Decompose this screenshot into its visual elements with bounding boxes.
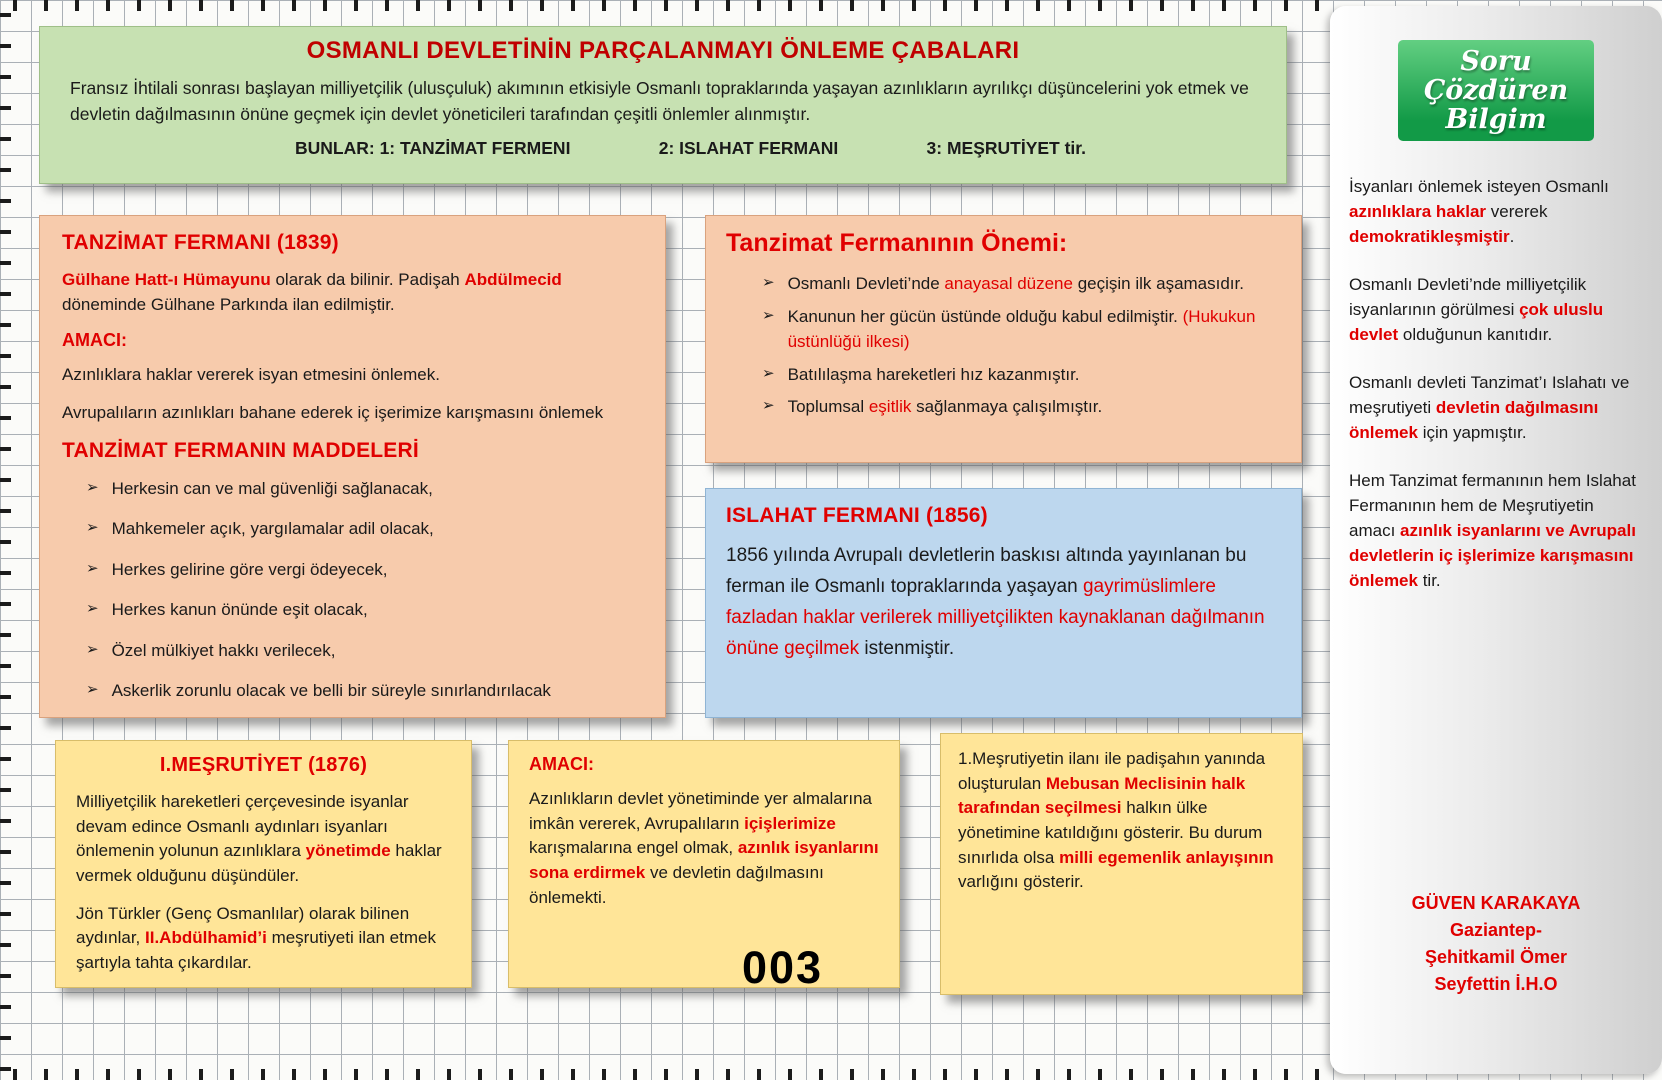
tanzimat-maddeler-title: TANZİMAT FERMANIN MADDELERİ xyxy=(62,438,419,462)
page-number: 003 xyxy=(742,942,824,993)
grid-ticks-left xyxy=(0,0,11,1080)
arrow-bullet-icon: ➢ xyxy=(762,397,775,414)
islahat-panel xyxy=(705,488,1302,718)
list-item xyxy=(86,557,643,583)
list-item xyxy=(86,516,643,542)
arrow-bullet-icon: ➢ xyxy=(86,640,99,658)
list-item-text: Mahkemeler açık, yargılamalar adil olacak, xyxy=(111,519,434,539)
list-item-text: Kanunun her gücün üstünde olduğu kabul edilmiştir. (Hukukun üstünlüğü ilkesi) xyxy=(787,306,1256,351)
arrow-bullet-icon: ➢ xyxy=(86,559,99,577)
amac-panel xyxy=(508,740,900,988)
tanzimat-amaci-p1: Azınlıklara haklar vererek isyan etmesini önlemek. xyxy=(62,365,440,385)
tanzimat-amaci-p2: Avrupalıların azınlıkları bahane ederek iç işerimize karışmasını önlemek xyxy=(62,402,604,422)
mebusan-body: 1.Meşrutiyetin ilanı ile padişahın yanında oluşturulan Mebusan Meclisinin halk tarafından seçilmesi halkın ülke yönetimine katıldığını gösterir. Bu durum sınırlıda olsa milli egemenlik anlayışının varlığını gösterir. xyxy=(958,749,1274,892)
list-item-text: Askerlik zorunlu olacak ve belli bir süreyle sınırlandırılacak xyxy=(111,681,551,701)
sidebar-note-2: Osmanlı Devleti’nde milliyetçilik isyanlarının görülmesi çok uluslu devlet olduğunun kanıtıdır. xyxy=(1349,275,1604,345)
arrow-bullet-icon: ➢ xyxy=(762,306,775,324)
mesrutiyet-p1: Milliyetçilik hareketleri çerçevesinde isyanlar devam edince Osmanlı aydınları isyanları önlemenin yolunun azınlıklara yönetimde haklar vermek olduğunu düşündüler. xyxy=(76,792,442,885)
header-intro-text: Fransız İhtilali sonrası başlayan milliyetçilik (ulusçuluk) akımının etkisiyle Osmanlı topraklarında yaşayan azınlıkların ayrılıkçı düşüncelerini yok etmek ve devletin dağılmasının önüne geçmek için devlet yöneticileri tarafından çeşitli önlemler alınmıştır. xyxy=(70,78,1249,125)
list-item-text: Batılılaşma hareketleri hız kazanmıştır. xyxy=(787,364,1080,384)
mesrutiyet-p2: Jön Türkler (Genç Osmanlılar) olarak bilinen aydınlar, II.Abdülhamid’i meşrutiyeti ilan etmek şartıyla tahta çıkardılar. xyxy=(76,903,436,972)
list-item xyxy=(86,678,643,704)
author-credit xyxy=(1349,890,1643,998)
arrow-bullet-icon: ➢ xyxy=(86,478,99,496)
tanzimat-intro: Gülhane Hatt-ı Hümayunu olarak da bilinir. Padişah Abdülmecid döneminde Gülhane Parkında ilan edilmiştir. xyxy=(62,270,562,314)
list-item xyxy=(86,597,643,623)
header-item-mesrutiyet: 3: MEŞRUTİYET tir. xyxy=(926,137,1086,158)
amac-body: Azınlıkların devlet yönetiminde yer almalarına imkân vererek, Avrupalıların içişlerimize karışmalarına engel olmak, azınlık isyanlarını sona erdirmek ve devletin dağılmasını önlemekti. xyxy=(529,789,879,907)
list-item xyxy=(762,304,1281,355)
mesrutiyet-title: I.MEŞRUTİYET (1876) xyxy=(159,754,368,776)
sidebar xyxy=(1330,6,1662,1074)
list-item-text: Herkesin can ve mal güvenliği sağlanacak, xyxy=(111,478,433,498)
arrow-bullet-icon: ➢ xyxy=(762,364,775,382)
amac-title: AMACI: xyxy=(529,754,594,774)
list-item-text: Toplumsal eşitlik sağlanmaya çalışılmıştır. xyxy=(787,397,1103,416)
author-city: Gaziantep- xyxy=(1449,920,1542,940)
sidebar-note-1: İsyanları önlemek isteyen Osmanlı azınlıklara haklar vererek demokratikleşmiştir. xyxy=(1349,177,1609,247)
arrow-bullet-icon: ➢ xyxy=(762,274,775,291)
tanzimat-panel xyxy=(39,215,666,718)
list-item xyxy=(762,362,1281,388)
tanzimat-onemi-title: Tanzimat Fermanının Önemi: xyxy=(726,229,1068,257)
list-item xyxy=(762,394,1281,420)
header-item-islahat: 2: ISLAHAT FERMANI xyxy=(658,137,839,158)
list-item xyxy=(762,271,1281,297)
author-school-line-1: Şehitkamil Ömer xyxy=(1424,947,1568,967)
logo-line-2: Bilgim xyxy=(1445,104,1547,136)
tanzimat-onemi-panel xyxy=(705,215,1302,463)
islahat-title: ISLAHAT FERMANI (1856) xyxy=(726,504,988,527)
list-item-text: Herkes gelirine göre vergi ödeyecek, xyxy=(111,559,388,579)
author-name: GÜVEN KARAKAYA xyxy=(1411,893,1581,913)
list-item-text: Herkes kanun önünde eşit olacak, xyxy=(111,600,368,620)
header-item-tanzimat: BUNLAR: 1: TANZİMAT FERMENI xyxy=(295,137,571,158)
list-item-text: Özel mülkiyet hakkı verilecek, xyxy=(111,640,336,660)
arrow-bullet-icon: ➢ xyxy=(86,519,99,537)
sidebar-note-4: Hem Tanzimat fermanının hem Islahat Fermanının hem de Meşrutiyetin amacı azınlık isyanlarını ve Avrupalı devletlerin iç işlerimize karışmasını önlemek tir. xyxy=(1349,471,1636,591)
page-title: OSMANLI DEVLETİNİN PARÇALANMAYI ÖNLEME ÇABALARI xyxy=(306,37,1020,64)
header-panel xyxy=(39,26,1287,184)
list-item xyxy=(86,638,643,664)
list-item xyxy=(86,476,643,502)
tanzimat-maddeler-list xyxy=(62,476,643,704)
mesrutiyet-panel xyxy=(55,740,472,988)
mebusan-panel xyxy=(940,733,1303,995)
list-item-text: Osmanlı Devleti’nde anayasal düzene geçişin ilk aşamasıdır. xyxy=(787,274,1244,293)
author-school-line-2: Seyfettin İ.H.O xyxy=(1434,974,1558,994)
sidebar-note-3: Osmanlı devleti Tanzimat’ı Islahatı ve meşrutiyeti devletin dağılmasını önlemek için yapmıştır. xyxy=(1349,373,1630,443)
header-items-row xyxy=(70,128,1256,159)
tanzimat-amaci-label: AMACI: xyxy=(62,330,127,351)
logo-line-1: Soru Çözdüren xyxy=(1423,46,1569,107)
grid-ticks-bottom xyxy=(0,1069,1330,1080)
arrow-bullet-icon: ➢ xyxy=(86,681,99,699)
arrow-bullet-icon: ➢ xyxy=(86,600,99,618)
soru-cozduren-bilgim-logo xyxy=(1398,40,1594,141)
islahat-body: 1856 yılında Avrupalı devletlerin baskısı altında yayınlanan bu ferman ile Osmanlı topraklarında yaşayan gayrimüslimlere fazladan haklar verilerek milliyetçilikten kaynaklanan dağılmanın önüne geçilmek istenmiştir. xyxy=(726,545,1265,659)
tanzimat-onemi-list xyxy=(726,271,1281,420)
tanzimat-title: TANZİMAT FERMANI (1839) xyxy=(62,231,339,254)
grid-ticks-top xyxy=(0,0,1330,11)
